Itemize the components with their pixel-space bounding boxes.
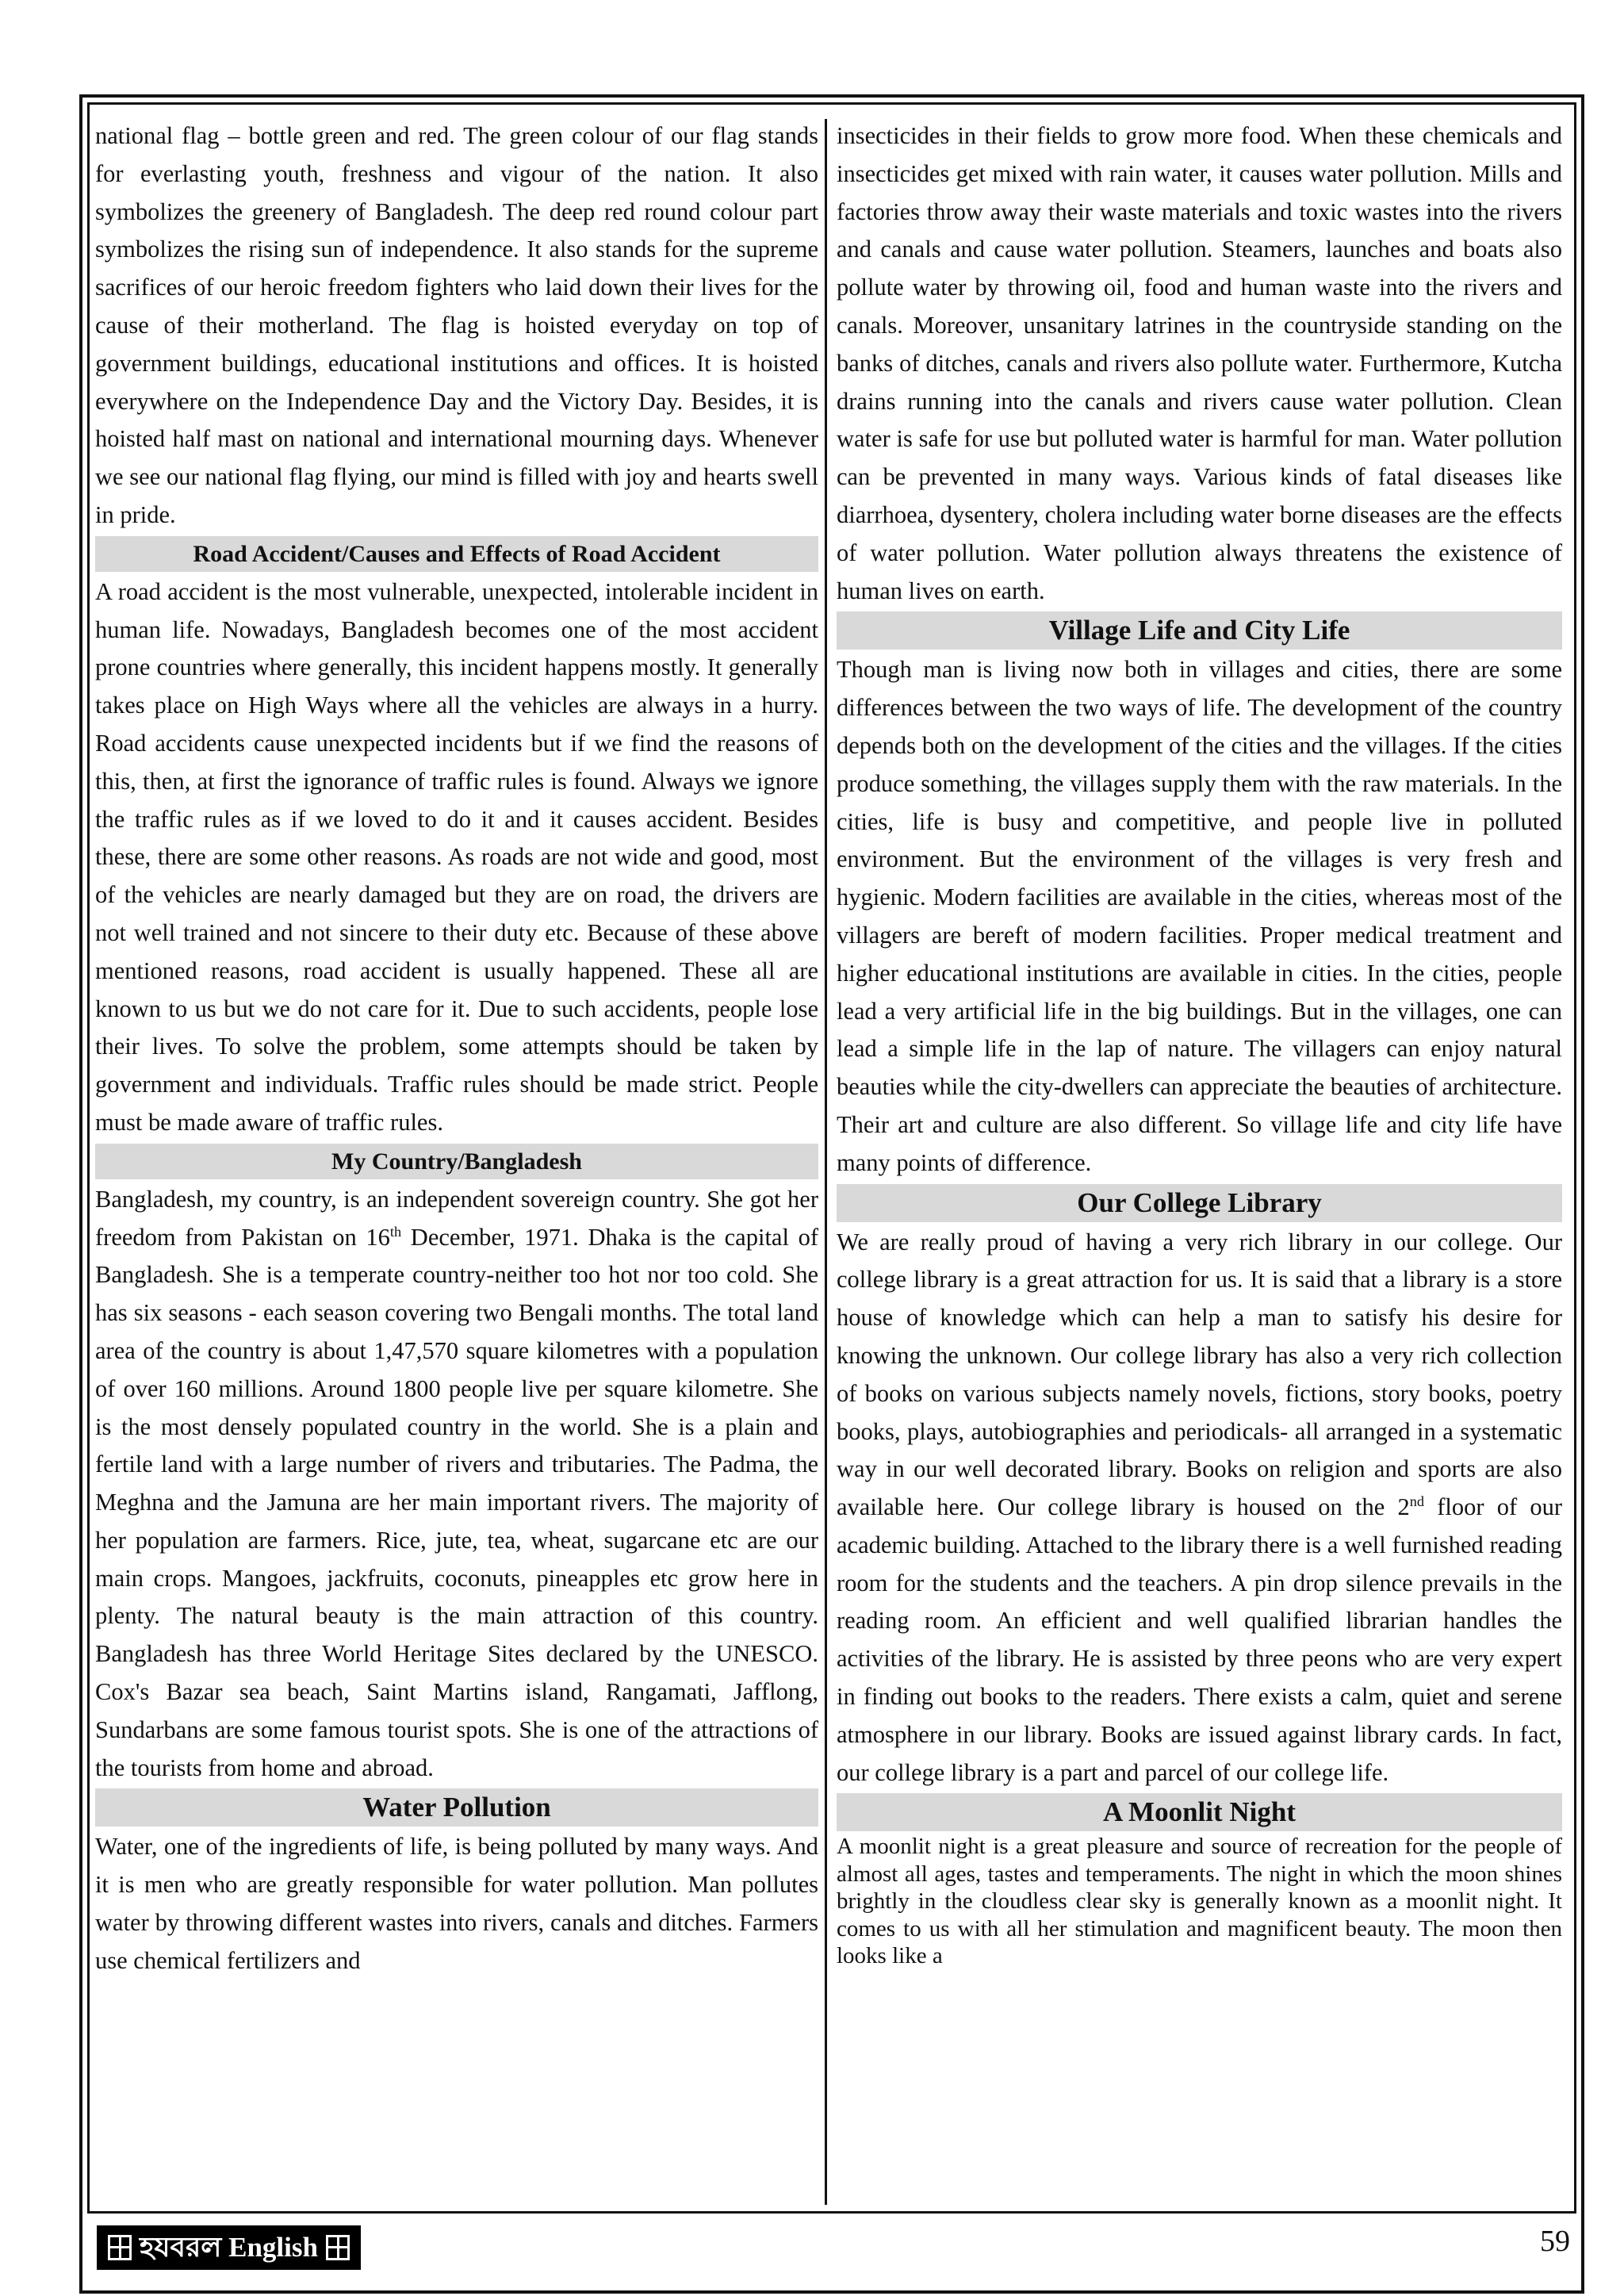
water-pollution-heading: Water Pollution bbox=[95, 1788, 818, 1826]
my-country-heading: My Country/Bangladesh bbox=[95, 1144, 818, 1179]
ordinal-suffix: th bbox=[389, 1223, 402, 1240]
ordinal-suffix: nd bbox=[1409, 1493, 1424, 1509]
footer-badge-text: হযবরল English bbox=[140, 2232, 318, 2263]
college-library-paragraph bbox=[837, 1224, 1562, 1792]
my-country-text-2: December, 1971. Dhaka is the capital of Bangladesh. She is a temperate country-neither too hot nor too cold. She has six seasons - each season covering two Bengali months. The total land area of the country is about 1,47,570 square kilometres with a population of over 160 millions. Around 1800 people live per square kilometre. She is the most densely populated country in the world. She is a plain and fertile land with a large number of rivers and tributaries. The Padma, the Meghna and the Jamuna are her main important rivers. The majority of her population are farmers. Rice, jute, tea, wheat, sugarcane etc are our main crops. Mangoes, jackfruits, coconuts, pineapples etc grow here in plenty. The natural beauty is the main attraction of this country. Bangladesh has three World Heritage Sites declared by the UNESCO. Cox's Bazar sea beach, Saint Martins island, Rangamati, Jafflong, Sundarbans are some famous tourist spots. She is one of the attractions of the tourists from home and abroad. bbox=[95, 1223, 818, 1781]
my-country-paragraph bbox=[95, 1181, 818, 1788]
road-accident-heading: Road Accident/Causes and Effects of Road Accident bbox=[95, 536, 818, 572]
right-column bbox=[837, 117, 1562, 1970]
footer-badge bbox=[97, 2225, 361, 2270]
college-library-text-1: We are really proud of having a very rich library in our college. Our college library is a great attraction for us. It is said that a library is a store house of knowledge which can help a man to satisfy his desire for knowing the unknown. Our college library has also a very rich collection of books on various subjects namely novels, fictions, story books, poetry books, plays, autobiographies and periodicals- all arranged in a systematic way in our well decorated library. Books on religion and sports are also available here. Our college library is housed on the 2 bbox=[837, 1228, 1562, 1521]
water-pollution-paragraph: Water, one of the ingredients of life, is being polluted by many ways. And it is men who are greatly responsible for water pollution. Man pollutes water by throwing different wastes into rivers, canals and ditches. Farmers use chemical fertilizers and bbox=[95, 1833, 818, 1974]
column-divider bbox=[825, 119, 827, 2205]
page-number: 59 bbox=[1540, 2225, 1570, 2258]
college-library-heading: Our College Library bbox=[837, 1184, 1562, 1222]
college-library-text-2: floor of our academic building. Attached to the library there is a well furnished reading room for the students and the teachers. A pin drop silence prevails in the reading room. An efficient and well qualified librarian handles the activities of the library. He is assisted by three peons who are very expert in finding out books to the readers. There exists a calm, quiet and serene atmosphere in our library. Books are issued against library cards. In fact, our college library is a part and parcel of our college life. bbox=[837, 1493, 1562, 1786]
moonlit-night-heading: A Moonlit Night bbox=[837, 1793, 1562, 1831]
flag-paragraph: national flag – bottle green and red. The green colour of our flag stands for everlasting youth, freshness and vigour of the nation. It also symbolizes the greenery of Bangladesh. The deep red round colour part symbolizes the rising sun of independence. It also stands for the supreme sacrifices of our heroic freedom fighters who laid down their lives for the cause of their motherland. The flag is hoisted everyday on top of government buildings, educational institutions and offices. It is hoisted everywhere on the Independence Day and the Victory Day. Besides, it is hoisted half mast on national and international mourning days. Whenever we see our national flag flying, our mind is filled with joy and hearts swell in pride. bbox=[95, 122, 818, 528]
village-city-paragraph: Though man is living now both in villages and cities, there are some differences between the two ways of life. The development of the country depends both on the development of the cities and the villages. If the cities produce something, the villages supply them with the raw materials. In the cities, life is busy and competitive, and people live in polluted environment. But the environment of the villages is very fresh and hygienic. Modern facilities are available in the cities, whereas most of the villagers are bereft of modern facilities. Proper medical treatment and higher educational institutions are available in cities. In the cities, people lead a very artificial life in the big buildings. But in the villages, one can lead a simple life in the lap of nature. The villagers can enjoy natural beauties while the city-dwellers can appreciate the beauties of architecture. Their art and culture are also different. So village life and city life have many points of difference. bbox=[837, 656, 1562, 1176]
book-icon bbox=[108, 2235, 132, 2260]
water-pollution-continued-paragraph: insecticides in their fields to grow more food. When these chemicals and insecticides get mixed with rain water, it causes water pollution. Mills and factories throw away their waste materials and toxic wastes into the rivers and canals and cause water pollution. Steamers, launches and boats also pollute water by throwing oil, food and human waste into the rivers and canals. Moreover, unsanitary latrines in the countryside standing on the banks of ditches, canals and rivers also pollute water. Furthermore, Kutcha drains running into the canals and rivers cause water pollution. Clean water is safe for use but polluted water is harmful for man. Water pollution can be prevented in many ways. Various kinds of fatal diseases like diarrhoea, dysentery, cholera including water borne diseases are the effects of water pollution. Water pollution always threatens the existence of human lives on earth. bbox=[837, 122, 1562, 604]
my-country-text-1: Bangladesh, my country, is an independent sovereign country. She got her freedom from Pakistan on 16 bbox=[95, 1185, 818, 1251]
book-icon bbox=[326, 2235, 350, 2260]
moonlit-night-paragraph: A moonlit night is a great pleasure and source of recreation for the people of almost all ages, tastes and temperaments. The night in which the moon shines brightly in the cloudless clear sky is generally known as a moonlit night. It comes to us with all her stimulation and magnificent beauty. The moon then looks like a bbox=[837, 1834, 1562, 1969]
village-city-heading: Village Life and City Life bbox=[837, 611, 1562, 650]
road-accident-paragraph: A road accident is the most vulnerable, unexpected, intolerable incident in human life. Nowadays, Bangladesh becomes one of the most accident prone countries where generally, this incident happens mostly. It generally takes place on High Ways where all the vehicles are always in a hurry. Road accidents cause unexpected incidents but if we find the reasons of this, then, at first the ignorance of traffic rules is found. Always we ignore the traffic rules as if we loved to do it and it causes accident. Besides these, there are some other reasons. As roads are not wide and good, most of the vehicles are nearly damaged but they are on road, the drivers are not well trained and not sincere to their duty etc. Because of these above mentioned reasons, road accident is usually happened. These all are known to us but we do not care for it. Due to such accidents, people lose their lives. To solve the problem, some attempts should be taken by government and individuals. Traffic rules should be made strict. People must be made aware of traffic rules. bbox=[95, 577, 818, 1136]
left-column bbox=[95, 117, 818, 1980]
